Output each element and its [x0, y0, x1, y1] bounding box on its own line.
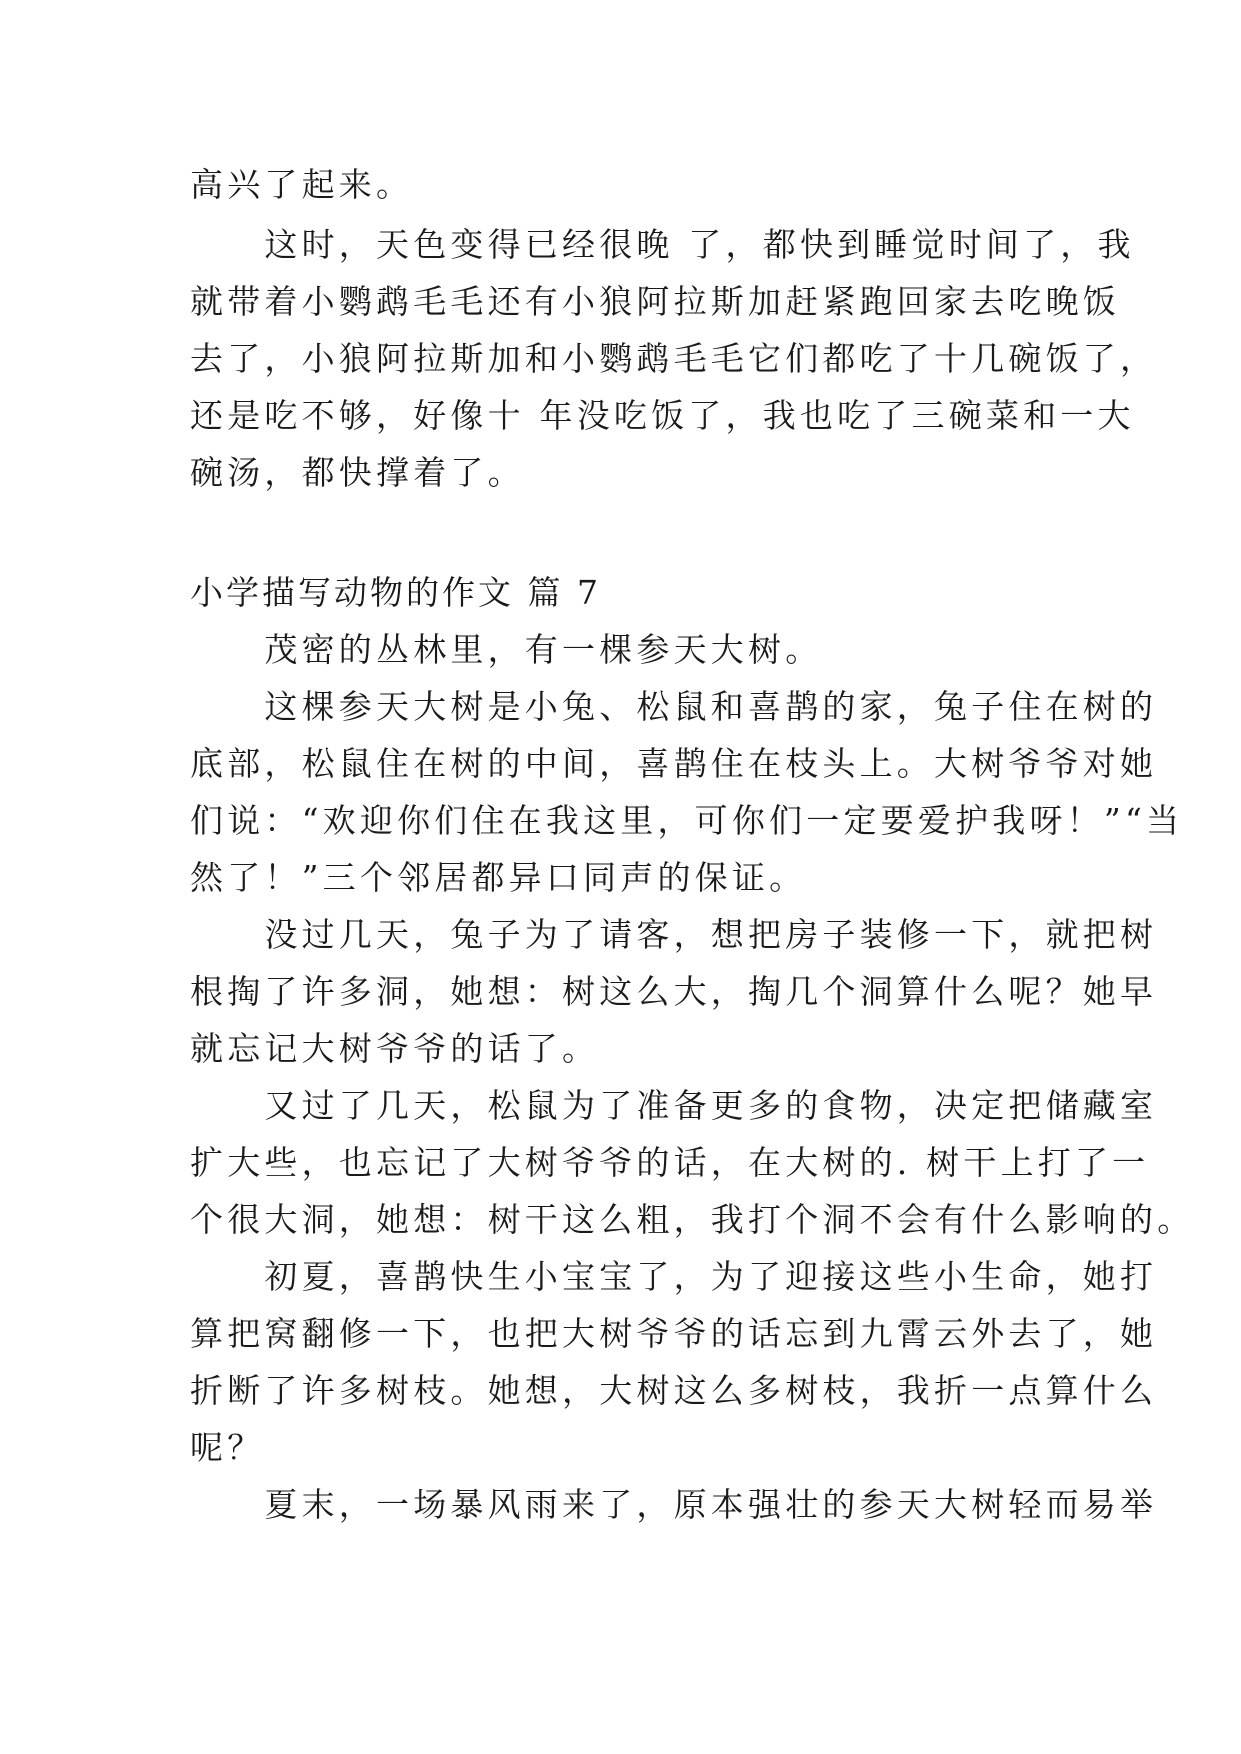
text-line: 就带着小鹦鹉毛毛还有小狼阿拉斯加赶紧跑回家去吃晚饭	[190, 282, 1120, 321]
text-line: 就忘记大树爷爷的话了。	[190, 1029, 600, 1068]
text-line: 去了，小狼阿拉斯加和小鹦鹉毛毛它们都吃了十几碗饭了，	[190, 339, 1158, 378]
text-line: 个很大洞，她想：树干这么粗，我打个洞不会有什么影响的。	[190, 1200, 1195, 1239]
text-line: 高兴了起来。	[190, 165, 414, 204]
section-heading: 小学描写动物的作文 篇 7	[190, 573, 601, 612]
text-line: 这棵参天大树是小兔、松鼠和喜鹊的家，兔子住在树的	[190, 687, 1158, 726]
text-line: 折断了许多树枝。她想，大树这么多树枝，我折一点算什么	[190, 1371, 1158, 1410]
text-line: 算把窝翻修一下，也把大树爷爷的话忘到九霄云外去了，她	[190, 1314, 1158, 1353]
text-line: 底部，松鼠住在树的中间，喜鹊住在枝头上。大树爷爷对她	[190, 744, 1158, 783]
text-line: 初夏，喜鹊快生小宝宝了，为了迎接这些小生命，她打	[190, 1257, 1158, 1296]
text-line: 呢？	[190, 1428, 265, 1467]
text-line: 扩大些，也忘记了大树爷爷的话，在大树的. 树干上打了一	[190, 1143, 1150, 1182]
text-line: 还是吃不够，好像十 年没吃饭了，我也吃了三碗菜和一大	[190, 396, 1135, 435]
text-line: 们说：“欢迎你们住在我这里，可你们一定要爱护我呀！”“当	[190, 801, 1184, 840]
text-line: 茂密的丛林里，有一棵参天大树。	[190, 630, 823, 669]
text-line: 根掏了许多洞，她想：树这么大，掏几个洞算什么呢？她早	[190, 972, 1158, 1011]
text-line: 又过了几天，松鼠为了准备更多的食物，决定把储藏室	[190, 1086, 1158, 1125]
text-line: 然了！”三个邻居都异口同声的保证。	[190, 858, 807, 897]
text-line: 夏末，一场暴风雨来了，原本强壮的参天大树轻而易举	[190, 1485, 1158, 1524]
text-line: 这时，天色变得已经很晚 了，都快到睡觉时间了，我	[190, 225, 1135, 264]
text-line: 碗汤，都快撑着了。	[190, 453, 525, 492]
text-line: 没过几天，兔子为了请客，想把房子装修一下，就把树	[190, 915, 1158, 954]
